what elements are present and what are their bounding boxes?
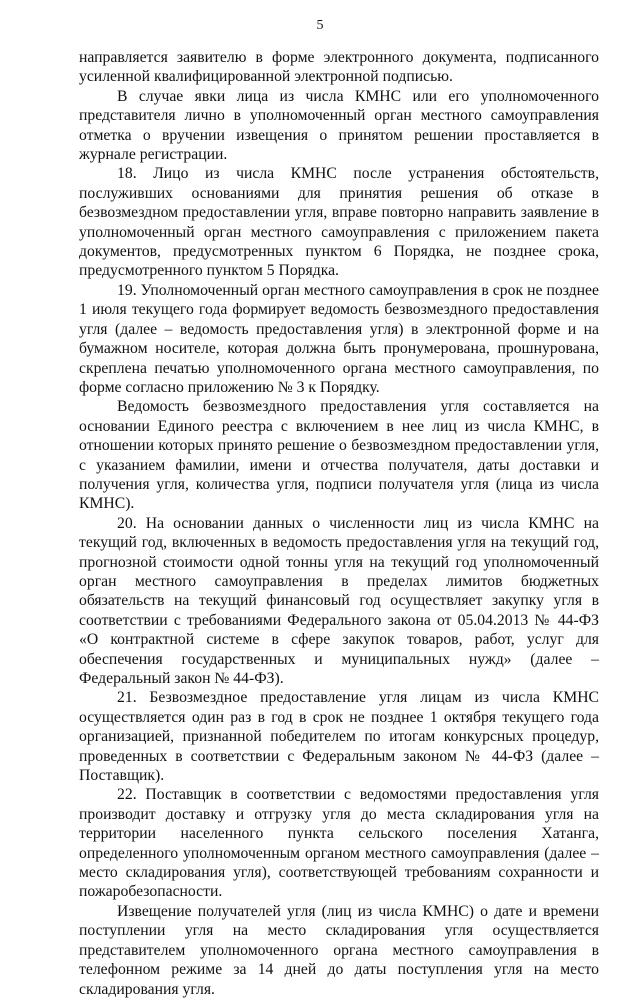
paragraph-statement-composition: Ведомость безвозмездного предоставления угля составляется на основании Единого реестра с включением в нее лиц из числа КМНС, в отношении которых принято решение о безвозмездном предоставлении угля, с указанием фамилии, имени и отчества получателя, даты доставки и получения угля, количества угля, подписи получателя угля (лица из числа КМНС). xyxy=(79,398,599,513)
paragraph-clause-18: 18. Лицо из числа КМНС после устранения обстоятельств, послуживших основаниями для принятия решения об отказе в безвозмездном предоставлении угля, вправе повторно направить заявление в уполномоченный орган местного самоуправления с приложением пакета документов, предусмотренных пунктом 6 Порядка, не позднее срока, предусмотренного пунктом 5 Порядка. xyxy=(79,165,599,280)
paragraph-personal-visit: В случае явки лица из числа КМНС или его уполномоченного представителя лично в уполномоченный орган местного самоуправления отметка о вручении извещения о принятом решении проставляется в журнале регистрации. xyxy=(79,87,599,164)
paragraph-clause-21: 21. Безвозмездное предоставление угля лицам из числа КМНС осуществляется один раз в год в срок не позднее 1 октября текущего года организацией, признанной победителем по итогам конкурсных процедур, проведенных в соответствии с Федеральным законом № 44-ФЗ (далее – Поставщик). xyxy=(79,689,599,785)
paragraph-clause-19: 19. Уполномоченный орган местного самоуправления в срок не позднее 1 июля текущего года формирует ведомость безвозмездного предоставления угля (далее – ведомость предоставления угля) в электронной форме и на бумажном носителе, которая должна быть пронумерована, прошнурована, скреплена печатью уполномоченного органа местного самоуправления, по форме согласно приложению № 3 к Порядку. xyxy=(79,281,599,396)
paragraph-continuation: направляется заявителю в форме электронного документа, подписанного усиленной квалифицированной электронной подписью. xyxy=(79,49,599,86)
paragraph-notification: Извещение получателей угля (лиц из числа КМНС) о дате и времени поступлении угля на место складирования угля осуществляется представителем уполномоченного органа местного самоуправления в телефонном режиме за 14 дней до даты поступления угля на место складирования угля. xyxy=(79,902,599,998)
page-number: 5 xyxy=(316,18,324,33)
paragraph-clause-22: 22. Поставщик в соответствии с ведомостями предоставления угля производит доставку и отгрузку угля до места складирования угля на территории населенного пункта сельского поселения Хатанга, определенного уполномоченным органом местного самоуправления (далее – место складирования угля), соответствующей требованиям сохранности и пожаробезопасности. xyxy=(79,786,599,901)
paragraph-clause-20: 20. На основании данных о численности лиц из числа КМНС на текущий год, включенных в ведомость предоставления угля на текущий год, прогнозной стоимости одной тонны угля на текущий год уполномоченный орган местного самоуправления в пределах лимитов бюджетных обязательств на текущий финансовый год осуществляет закупку угля в соответствии с требованиями Федерального закона от 05.04.2013 № 44-ФЗ «О контрактной системе в сфере закупок товаров, работ, услуг для обеспечения государственных и муниципальных нужд» (далее – Федеральный закон № 44-ФЗ). xyxy=(79,514,599,687)
document-body xyxy=(79,48,599,999)
